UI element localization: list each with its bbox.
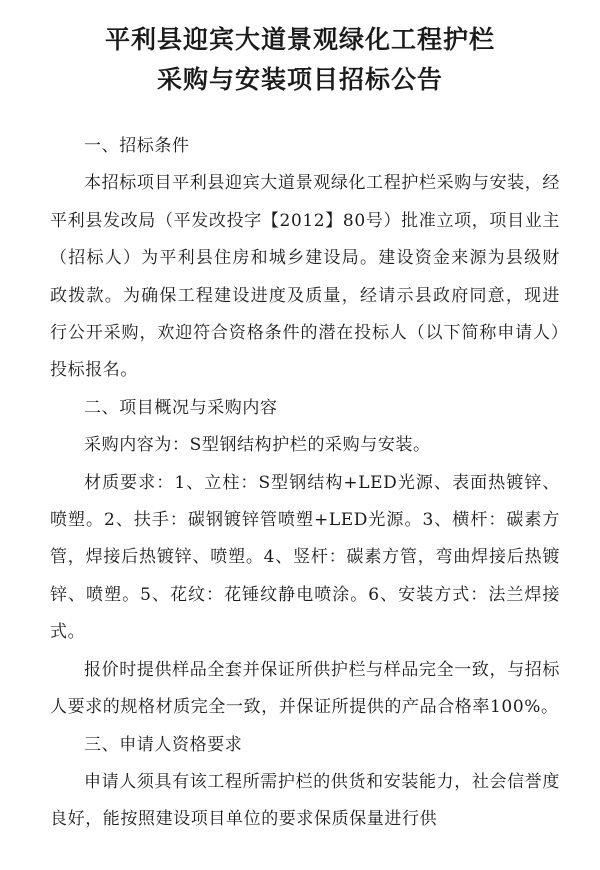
section-heading-project-overview: 二、项目概况与采购内容 (84, 397, 278, 418)
document-title-line-1: 平利县迎宾大道景观绿化工程护栏 (104, 25, 495, 54)
paragraph-applicant-qualifications: 申请人须具有该工程所需护栏的供货和安装能力，社会信誉度良好，能按照建设项目单位的要求保质保量进行供 (50, 771, 560, 830)
paragraph-sample-requirements: 报价时提供样品全套并保证所供护栏与样品完全一致，与招标人要求的规格材质完全一致，并保证所提供的产品合格率100%。 (50, 659, 560, 718)
paragraph-bidding-conditions: 本招标项目平利县迎宾大道景观绿化工程护栏采购与安装，经平利县发改局（平发改投字【2012】80号）批准立项，项目业主（招标人）为平利县住房和城乡建设局。建设资金来源为县级财政拨款。为确保工程建设进度及质量，经请示县政府同意，现进行公开采购，欢迎符合资格条件的潜在投标人（以下简称申请人）投标报名。 (50, 173, 560, 381)
section-heading-applicant-qualifications: 三、申请人资格要求 (84, 734, 243, 755)
document-body (50, 128, 560, 839)
paragraph-material-requirements: 材质要求：1、立柱：S型钢结构+LED光源、表面热镀锌、喷塑。2、扶手：碳钢镀锌管喷塑+LED光源。3、横杆：碳素方管，焊接后热镀锌、喷塑。4、竖杆：碳素方管，弯曲焊接后热镀锌、喷塑。5、花纹：花锤纹静电喷涂。6、安装方式：法兰焊接式。 (50, 472, 560, 643)
paragraph-procurement-content: 采购内容为：S型钢结构护栏的采购与安装。 (84, 435, 431, 456)
section-heading-bidding-conditions: 一、招标条件 (84, 136, 190, 156)
document-title-line-2: 采购与安装项目招标公告 (156, 65, 443, 94)
